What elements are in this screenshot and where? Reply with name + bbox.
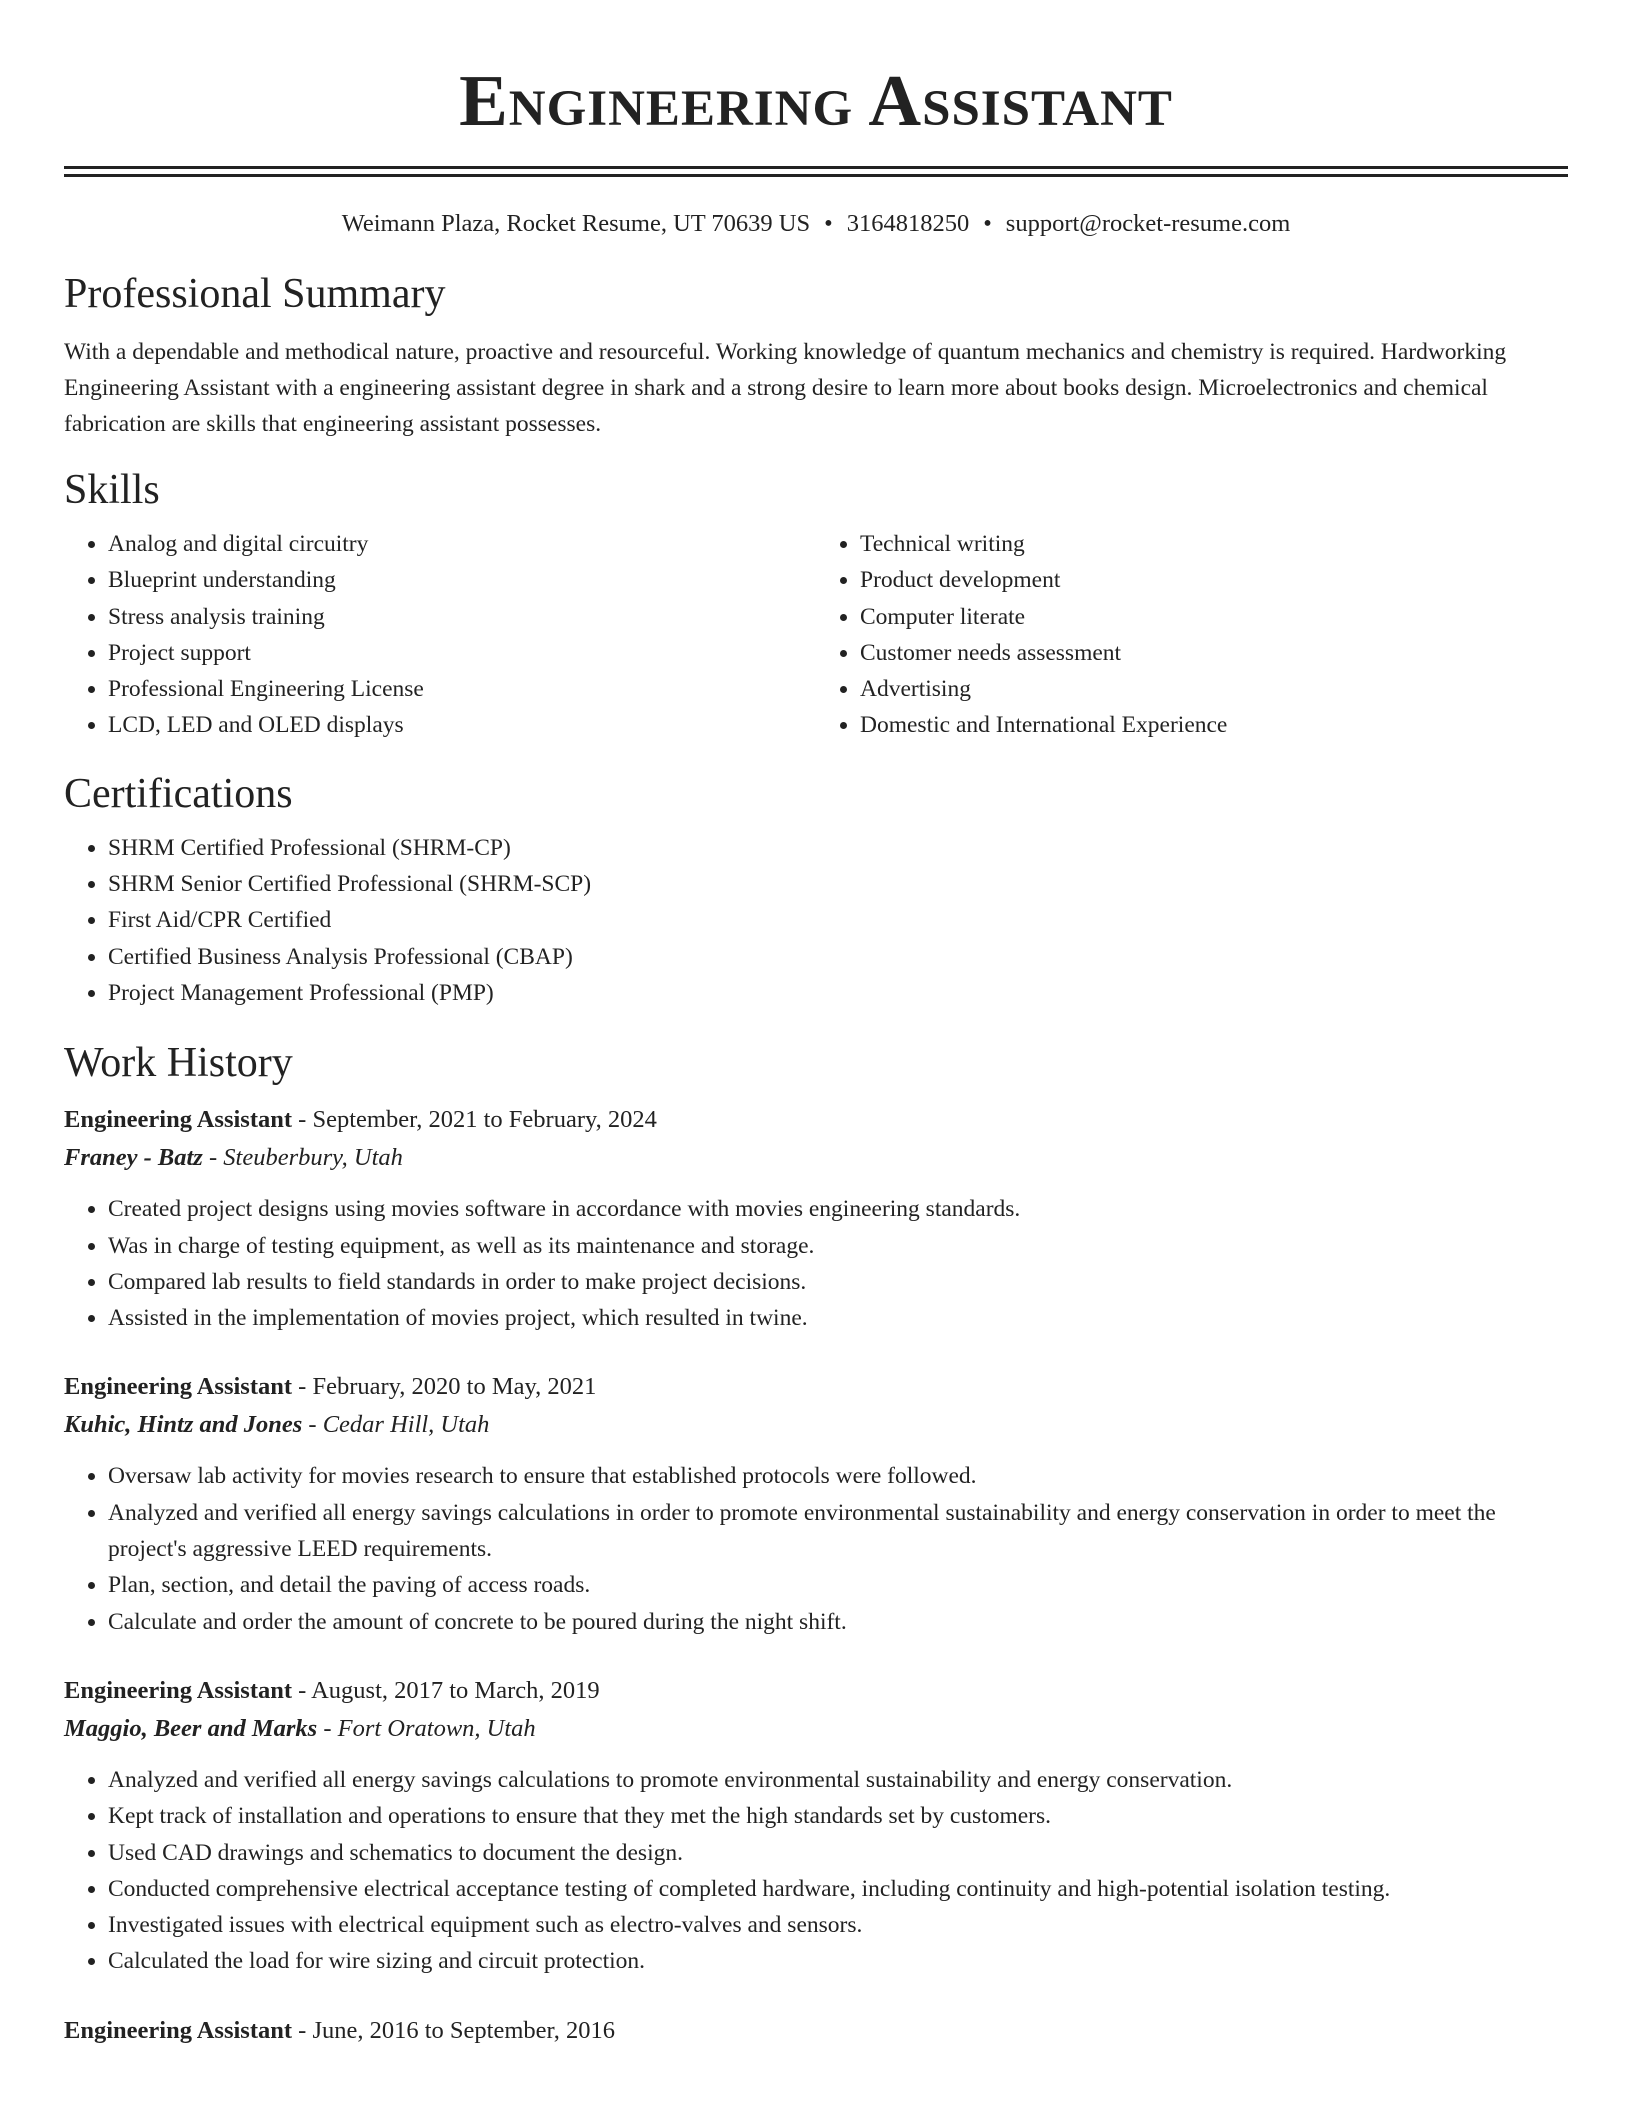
skills-list-right [816, 526, 1568, 744]
job-title-line: Engineering Assistant - June, 2016 to September, 2016 [64, 2016, 615, 2044]
employer-line: Kuhic, Hintz and Jones - Cedar Hill, Utah [64, 1411, 490, 1439]
certifications-heading: Certifications [64, 770, 293, 817]
job-title: Engineering Assistant [64, 1106, 293, 1134]
skills-columns [64, 526, 1568, 744]
employer-line: Franey - Batz - Steuberbury, Utah [64, 1144, 403, 1172]
job-title-line: Engineering Assistant - September, 2021 to February, 2024 [64, 1106, 657, 1134]
work-history-section [64, 1037, 1568, 2049]
job-bullet: • Plan, section, and detail the paving of access roads. [108, 1567, 1568, 1603]
contact-address: Weimann Plaza, Rocket Resume, UT 70639 US [341, 210, 811, 237]
job-bullet: • Analyzed and verified all energy savings calculations in order to promote environmental sustainability and energy conservation in order to meet the project's aggressive LEED requirements. [108, 1495, 1568, 1568]
work-history-heading: Work History [64, 1040, 293, 1087]
contact-line [64, 208, 1568, 240]
job-bullet: • Oversaw lab activity for movies research to ensure that established protocols were followed. [108, 1458, 1568, 1494]
employer-location: Fort Oratown, Utah [337, 1714, 536, 1742]
job-title: Engineering Assistant [64, 2016, 293, 2044]
skill-item: • Technical writing [860, 526, 1568, 562]
certification-item: • Project Management Professional (PMP) [108, 975, 1568, 1011]
skill-item: • Blueprint understanding [108, 562, 816, 598]
skill-item: • Project support [108, 635, 816, 671]
job-dates: June, 2016 to September, 2016 [312, 2016, 615, 2044]
skill-item: • LCD, LED and OLED displays [108, 707, 816, 743]
employer-name: Maggio, Beer and Marks [64, 1714, 318, 1742]
resume-name: Engineering Assistant [459, 60, 1173, 141]
job-bullets [64, 1762, 1568, 1980]
job-bullet: • Kept track of installation and operations to ensure that they met the high standards set by customers. [108, 1798, 1568, 1834]
job-title-line: Engineering Assistant - August, 2017 to March, 2019 [64, 1676, 600, 1704]
contact-email: support@rocket-resume.com [1005, 210, 1291, 237]
job-bullet: • Analyzed and verified all energy savings calculations to promote environmental sustainability and energy conservation. [108, 1762, 1568, 1798]
contact-phone: 3164818250 [846, 210, 970, 237]
certification-item: • SHRM Certified Professional (SHRM-CP) [108, 830, 1568, 866]
skills-list-left [64, 526, 816, 744]
skill-item: • Product development [860, 562, 1568, 598]
job-bullet: • Was in charge of testing equipment, as well as its maintenance and storage. [108, 1228, 1568, 1264]
job-bullet: • Used CAD drawings and schematics to document the design. [108, 1835, 1568, 1871]
skill-item: • Stress analysis training [108, 599, 816, 635]
job-title: Engineering Assistant [64, 1373, 293, 1401]
skill-item: • Customer needs assessment [860, 635, 1568, 671]
job-entry [64, 1368, 1568, 1639]
employer-name: Franey - Batz [64, 1144, 203, 1172]
job-title: Engineering Assistant [64, 1676, 293, 1704]
skill-item: • Computer literate [860, 599, 1568, 635]
job-bullet: • Assisted in the implementation of movies project, which resulted in twine. [108, 1300, 1568, 1336]
certifications-list [64, 830, 1568, 1011]
certifications-section [64, 768, 1568, 1011]
job-bullets [64, 1191, 1568, 1336]
employer-location: Cedar Hill, Utah [322, 1411, 490, 1439]
job-bullet: • Investigated issues with electrical equipment such as electro-valves and sensors. [108, 1907, 1568, 1943]
skills-section [64, 464, 1568, 744]
summary-text: With a dependable and methodical nature, proactive and resourceful. Working knowledge of quantum mechanics and chemistry is required. Hardworking Engineering Assistant with a engineering assistant degree in shark and a strong desire to learn more about books design. Microelectronics and chemical fabrication are skills that engineering assistant possesses. [64, 339, 1507, 437]
job-bullet: • Calculate and order the amount of concrete to be poured during the night shift. [108, 1604, 1568, 1640]
contact-separator: • [983, 210, 992, 237]
skills-heading: Skills [64, 467, 160, 513]
job-title-line: Engineering Assistant - February, 2020 to May, 2021 [64, 1373, 597, 1401]
job-bullet: • Created project designs using movies software in accordance with movies engineering standards. [108, 1191, 1568, 1227]
job-bullet: • Compared lab results to field standards in order to make project decisions. [108, 1264, 1568, 1300]
summary-section [64, 268, 1568, 442]
job-bullets [64, 1458, 1568, 1639]
certification-item: • Certified Business Analysis Professional (CBAP) [108, 939, 1568, 975]
job-bullet: • Conducted comprehensive electrical acceptance testing of completed hardware, including continuity and high-potential isolation testing. [108, 1871, 1568, 1907]
skill-item: • Domestic and International Experience [860, 707, 1568, 743]
certification-item: • SHRM Senior Certified Professional (SHRM-SCP) [108, 866, 1568, 902]
summary-heading: Professional Summary [64, 271, 446, 317]
skill-item: • Advertising [860, 671, 1568, 707]
job-entry [64, 1672, 1568, 1980]
header-double-rule [64, 166, 1568, 177]
skill-item: • Analog and digital circuitry [108, 526, 816, 562]
employer-location: Steuberbury, Utah [223, 1144, 403, 1172]
job-bullet: • Calculated the load for wire sizing and circuit protection. [108, 1943, 1568, 1979]
employer-name: Kuhic, Hintz and Jones [64, 1411, 303, 1439]
job-dates: August, 2017 to March, 2019 [311, 1676, 600, 1704]
contact-separator: • [824, 210, 833, 237]
job-dates: September, 2021 to February, 2024 [312, 1106, 657, 1134]
job-entry [64, 2012, 1568, 2050]
skill-item: • Professional Engineering License [108, 671, 816, 707]
job-entry [64, 1101, 1568, 1336]
employer-line: Maggio, Beer and Marks - Fort Oratown, Utah [64, 1714, 536, 1742]
certification-item: • First Aid/CPR Certified [108, 902, 1568, 938]
job-dates: February, 2020 to May, 2021 [312, 1373, 597, 1401]
